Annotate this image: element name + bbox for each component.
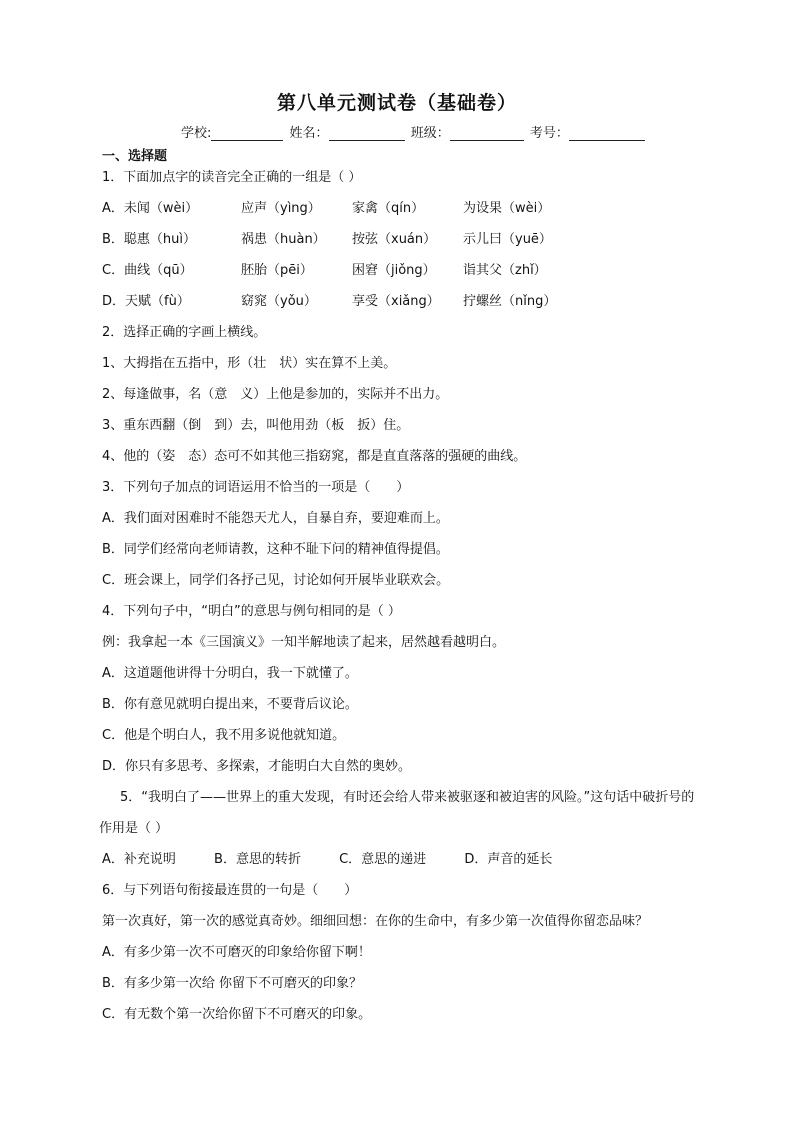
school-blank[interactable] — [211, 126, 283, 141]
question-6-passage: 第一次真好，第一次的感觉真奇妙。细细回想：在你的生命中，有多少第一次值得你留恋品味？ — [102, 914, 649, 929]
option-cell: 按弦（xuán） — [352, 232, 437, 247]
school-label: 学校: — [181, 126, 212, 141]
option-cell: 拧螺丝（nǐng） — [463, 294, 557, 309]
option-cell: 享受（xiǎng） — [352, 294, 440, 309]
number-label: 考号： — [529, 126, 569, 141]
question-3-option[interactable]: B．同学们经常向老师请教，这种不耻下问的精神值得提倡。 — [102, 542, 449, 557]
question-5-stem-line-1: 5．“我明白了——世界上的重大发现，有时还会给人带来被驱逐和被迫害的风险。”这句话中破折号的 — [120, 790, 695, 805]
option-cell: C．曲线（qū） — [102, 263, 193, 278]
question-5-choice-a[interactable]: A．补充说明 — [102, 852, 176, 867]
question-1-option-c[interactable] — [102, 260, 722, 291]
question-3-option[interactable]: C．班会课上，同学们各抒己见，讨论如何开展毕业联欢会。 — [102, 573, 450, 588]
question-1-stem: 1．下面加点字的读音完全正确的一组是（ ） — [102, 170, 362, 185]
class-blank[interactable] — [450, 126, 524, 141]
option-cell: D．天赋（fù） — [102, 294, 190, 309]
question-2-item[interactable]: 4、他的（姿 态）态可不如其他三指窈窕，都是直直落落的强硬的曲线。 — [102, 449, 527, 464]
name-label: 姓名： — [289, 126, 329, 141]
question-2-item[interactable]: 3、重东西翻（倒 到）去，叫他用劲（板 扳）住。 — [102, 418, 410, 433]
option-cell: 示儿曰（yuē） — [463, 232, 552, 247]
option-cell: 为设果（wèi） — [463, 201, 551, 216]
option-cell: B．聪惠（huì） — [102, 232, 197, 247]
page-title: 第八单元测试卷（基础卷） — [276, 92, 517, 114]
question-6-option[interactable]: A．有多少第一次不可磨灭的印象给你留下啊！ — [102, 945, 371, 960]
question-4-example: 例：我拿起一本《三国演义》一知半解地读了起来，居然越看越明白。 — [102, 635, 506, 650]
name-blank[interactable] — [329, 126, 405, 141]
option-cell: 困窘（jiǒng） — [352, 263, 436, 278]
question-5-choice-c[interactable]: C．意思的递进 — [339, 852, 427, 867]
question-1-option-a[interactable] — [102, 198, 722, 229]
question-4-stem: 4．下列句子中，“明白”的意思与例句相同的是（ ） — [102, 604, 401, 619]
question-3-stem: 3．下列句子加点的词语运用不恰当的一项是（ ） — [102, 480, 410, 495]
question-4-option[interactable]: C．他是个明白人，我不用多说他就知道。 — [102, 728, 346, 743]
option-cell: 家禽（qín） — [352, 201, 425, 216]
question-6-stem: 6．与下列语句衔接最连贯的一句是（ ） — [102, 883, 358, 898]
question-4-option[interactable]: D．你只有多思考、多探索，才能明白大自然的奥妙。 — [102, 759, 412, 774]
question-5-stem-line-2: 作用是（ ） — [99, 821, 169, 836]
question-4-option[interactable]: B．你有意见就明白提出来，不要背后议论。 — [102, 697, 358, 712]
number-blank[interactable] — [569, 126, 645, 141]
question-1-option-b[interactable] — [102, 229, 722, 260]
question-6-option[interactable]: C．有无数个第一次给你留下不可磨灭的印象。 — [102, 1007, 372, 1022]
option-cell: A．未闻（wèi） — [102, 201, 199, 216]
option-cell: 应声（yìng） — [241, 201, 321, 216]
questions — [99, 167, 722, 1035]
question-2-item[interactable]: 1、大拇指在五指中，形（壮 状）实在算不上美。 — [102, 356, 397, 371]
option-cell: 胚胎（pēi） — [241, 263, 313, 278]
question-2-item[interactable]: 2、每逢做事，名（意 义）上他是参加的，实际并不出力。 — [102, 387, 449, 402]
question-5-choice-b[interactable]: B．意思的转折 — [214, 852, 301, 867]
option-cell: 窈窕（yǒu） — [241, 294, 317, 309]
class-label: 班级： — [410, 126, 450, 141]
question-6-option[interactable]: B．有多少第一次给 你留下不可磨灭的印象？ — [102, 976, 363, 991]
question-2-stem: 2．选择正确的字画上横线。 — [102, 325, 267, 340]
question-5-choice-d[interactable]: D．声音的延长 — [464, 852, 553, 867]
option-cell: 祸患（huàn） — [241, 232, 326, 247]
student-info-line — [181, 122, 651, 141]
option-cell: 诣其父（zhǐ） — [463, 263, 547, 278]
section-heading: 一、选择题 — [102, 149, 168, 164]
question-3-option[interactable]: A．我们面对困难时不能怨天尤人，自暴自弃，要迎难而上。 — [102, 511, 449, 526]
question-4-option[interactable]: A．这道题他讲得十分明白，我一下就懂了。 — [102, 666, 358, 681]
question-5-choices — [102, 849, 722, 880]
question-1-option-d[interactable] — [102, 291, 722, 322]
